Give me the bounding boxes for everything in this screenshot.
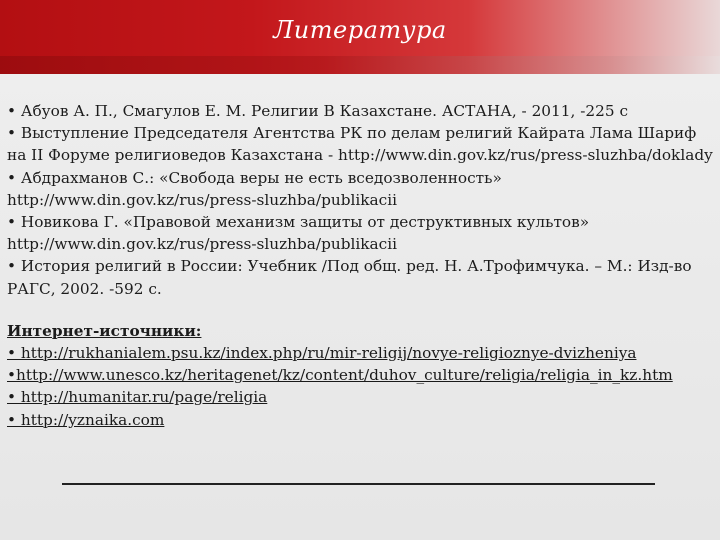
internet-sources-heading: Интернет-источники: (7, 321, 202, 340)
internet-source-link[interactable]: • http://humanitar.ru/page/religia (7, 388, 268, 407)
internet-source-link[interactable]: • http://rukhanialem.psu.kz/index.php/ru/mir-religij/novye-religioznye-dvizheniya (7, 344, 637, 363)
literature-item: • Выступление Председателя Агентства РК по делам религий Кайрата Лама Шариф на II Форуме религиоведов Казахстана - http://www.din.gov.kz/rus/press-sluzhba/doklady (7, 124, 713, 165)
internet-source-link[interactable]: •http://www.unesco.kz/heritagenet/kz/content/duhov_culture/religia/religia_in_kz.htm (7, 366, 673, 385)
content-body (7, 100, 713, 431)
literature-item: • Абуов А. П., Смагулов Е. М. Религии В Казахстане. АСТАНА, - 2011, -225 с (7, 102, 629, 120)
literature-item: • Новикова Г. «Правовой механизм защиты от деструктивных культов» http://www.din.gov.kz/rus/press-sluzhba/publikacii (7, 213, 590, 254)
literature-item: • История религий в России: Учебник /Под общ. ред. Н. А.Трофимчука. – М.: Изд-во РАГС, 2002. -592 с. (7, 257, 692, 298)
title-bar-shade (0, 56, 720, 74)
literature-item: • Абдрахманов С.: «Свобода веры не есть вседозволенность» http://www.din.gov.kz/rus/press-sluzhba/publikacii (7, 168, 502, 209)
title-bar (0, 0, 720, 74)
internet-source-link[interactable]: • http://yznaika.com (7, 410, 165, 429)
bottom-divider (62, 483, 655, 485)
slide-title: Литература (273, 16, 447, 44)
